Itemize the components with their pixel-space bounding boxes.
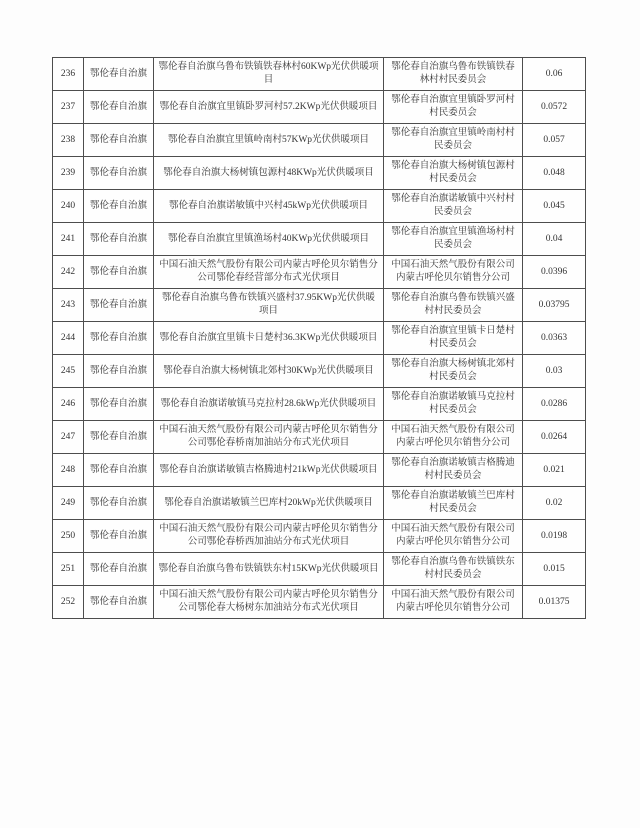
organization-cell: 鄂伦春自治旗乌鲁布铁镇兴盛村村民委员会 [384, 289, 523, 322]
value-cell: 0.021 [523, 454, 586, 487]
row-number-cell: 245 [53, 355, 84, 388]
region-cell: 鄂伦春自治旗 [84, 256, 154, 289]
row-number-cell: 238 [53, 124, 84, 157]
row-number-cell: 248 [53, 454, 84, 487]
table-row [53, 289, 586, 322]
region-cell: 鄂伦春自治旗 [84, 190, 154, 223]
row-number-cell: 236 [53, 58, 84, 91]
table-row [53, 190, 586, 223]
organization-cell: 鄂伦春自治旗诺敏镇兰巴库村村民委员会 [384, 487, 523, 520]
row-number-cell: 244 [53, 322, 84, 355]
project-name-cell: 鄂伦春自治旗宜里镇渔场村40KWp光伏供暖项目 [154, 223, 384, 256]
value-cell: 0.0363 [523, 322, 586, 355]
project-name-cell: 鄂伦春自治旗乌鲁布铁镇铁春林村60KWp光伏供暖项目 [154, 58, 384, 91]
row-number-cell: 251 [53, 553, 84, 586]
organization-cell: 鄂伦春自治旗诺敏镇中兴村村民委员会 [384, 190, 523, 223]
project-name-cell: 中国石油天然气股份有限公司内蒙古呼伦贝尔销售分公司鄂伦春桥南加油站分布式光伏项目 [154, 421, 384, 454]
project-name-cell: 鄂伦春自治旗乌鲁布铁镇兴盛村37.95KWp光伏供暖项目 [154, 289, 384, 322]
row-number-cell: 247 [53, 421, 84, 454]
organization-cell: 中国石油天然气股份有限公司内蒙古呼伦贝尔销售分公司 [384, 520, 523, 553]
value-cell: 0.048 [523, 157, 586, 190]
projects-table-body [53, 58, 586, 619]
table-row [53, 586, 586, 619]
region-cell: 鄂伦春自治旗 [84, 124, 154, 157]
organization-cell: 中国石油天然气股份有限公司内蒙古呼伦贝尔销售分公司 [384, 256, 523, 289]
region-cell: 鄂伦春自治旗 [84, 355, 154, 388]
row-number-cell: 242 [53, 256, 84, 289]
value-cell: 0.015 [523, 553, 586, 586]
table-row [53, 124, 586, 157]
table-row [53, 58, 586, 91]
project-name-cell: 鄂伦春自治旗诺敏镇吉格腾迪村21kWp光伏供暖项目 [154, 454, 384, 487]
value-cell: 0.01375 [523, 586, 586, 619]
organization-cell: 中国石油天然气股份有限公司内蒙古呼伦贝尔销售分公司 [384, 586, 523, 619]
value-cell: 0.057 [523, 124, 586, 157]
region-cell: 鄂伦春自治旗 [84, 223, 154, 256]
project-name-cell: 中国石油天然气股份有限公司内蒙古呼伦贝尔销售分公司鄂伦春桥西加油站分布式光伏项目 [154, 520, 384, 553]
value-cell: 0.045 [523, 190, 586, 223]
organization-cell: 鄂伦春自治旗大杨树镇包源村村民委员会 [384, 157, 523, 190]
row-number-cell: 237 [53, 91, 84, 124]
region-cell: 鄂伦春自治旗 [84, 421, 154, 454]
value-cell: 0.0264 [523, 421, 586, 454]
organization-cell: 中国石油天然气股份有限公司内蒙古呼伦贝尔销售分公司 [384, 421, 523, 454]
table-row [53, 454, 586, 487]
value-cell: 0.0396 [523, 256, 586, 289]
project-name-cell: 鄂伦春自治旗宜里镇卧罗河村57.2KWp光伏供暖项目 [154, 91, 384, 124]
row-number-cell: 252 [53, 586, 84, 619]
row-number-cell: 246 [53, 388, 84, 421]
table-row [53, 256, 586, 289]
project-name-cell: 鄂伦春自治旗宜里镇岭南村57KWp光伏供暖项目 [154, 124, 384, 157]
organization-cell: 鄂伦春自治旗宜里镇渔场村村民委员会 [384, 223, 523, 256]
organization-cell: 鄂伦春自治旗宜里镇卧罗河村村民委员会 [384, 91, 523, 124]
project-name-cell: 鄂伦春自治旗诺敏镇马克拉村28.6kWp光伏供暖项目 [154, 388, 384, 421]
organization-cell: 鄂伦春自治旗诺敏镇吉格腾迪村村民委员会 [384, 454, 523, 487]
value-cell: 0.06 [523, 58, 586, 91]
region-cell: 鄂伦春自治旗 [84, 91, 154, 124]
project-name-cell: 鄂伦春自治旗诺敏镇中兴村45kWp光伏供暖项目 [154, 190, 384, 223]
project-name-cell: 鄂伦春自治旗乌鲁布铁镇铁东村15KWp光伏供暖项目 [154, 553, 384, 586]
value-cell: 0.0198 [523, 520, 586, 553]
region-cell: 鄂伦春自治旗 [84, 388, 154, 421]
row-number-cell: 240 [53, 190, 84, 223]
region-cell: 鄂伦春自治旗 [84, 289, 154, 322]
organization-cell: 鄂伦春自治旗宜里镇卡日楚村村民委员会 [384, 322, 523, 355]
value-cell: 0.0286 [523, 388, 586, 421]
region-cell: 鄂伦春自治旗 [84, 586, 154, 619]
row-number-cell: 250 [53, 520, 84, 553]
table-row [53, 553, 586, 586]
value-cell: 0.04 [523, 223, 586, 256]
organization-cell: 鄂伦春自治旗宜里镇岭南村村民委员会 [384, 124, 523, 157]
organization-cell: 鄂伦春自治旗乌鲁布铁镇铁东村村民委员会 [384, 553, 523, 586]
project-name-cell: 中国石油天然气股份有限公司内蒙古呼伦贝尔销售分公司鄂伦春大杨树东加油站分布式光伏项目 [154, 586, 384, 619]
organization-cell: 鄂伦春自治旗诺敏镇马克拉村村民委员会 [384, 388, 523, 421]
table-row [53, 157, 586, 190]
project-name-cell: 鄂伦春自治旗诺敏镇兰巴库村20kWp光伏供暖项目 [154, 487, 384, 520]
table-row [53, 421, 586, 454]
region-cell: 鄂伦春自治旗 [84, 322, 154, 355]
region-cell: 鄂伦春自治旗 [84, 157, 154, 190]
region-cell: 鄂伦春自治旗 [84, 454, 154, 487]
region-cell: 鄂伦春自治旗 [84, 520, 154, 553]
projects-table [52, 57, 586, 619]
table-row [53, 388, 586, 421]
value-cell: 0.03 [523, 355, 586, 388]
value-cell: 0.02 [523, 487, 586, 520]
table-row [53, 520, 586, 553]
table-row [53, 487, 586, 520]
organization-cell: 鄂伦春自治旗乌鲁布铁镇铁春林村村民委员会 [384, 58, 523, 91]
table-row [53, 223, 586, 256]
project-name-cell: 中国石油天然气股份有限公司内蒙古呼伦贝尔销售分公司鄂伦春经营部分布式光伏项目 [154, 256, 384, 289]
project-name-cell: 鄂伦春自治旗大杨树镇北郊村30KWp光伏供暖项目 [154, 355, 384, 388]
organization-cell: 鄂伦春自治旗大杨树镇北郊村村民委员会 [384, 355, 523, 388]
value-cell: 0.03795 [523, 289, 586, 322]
region-cell: 鄂伦春自治旗 [84, 58, 154, 91]
table-row [53, 91, 586, 124]
project-name-cell: 鄂伦春自治旗大杨树镇包源村48KWp光伏供暖项目 [154, 157, 384, 190]
table-row [53, 322, 586, 355]
value-cell: 0.0572 [523, 91, 586, 124]
row-number-cell: 239 [53, 157, 84, 190]
projects-table-wrap [52, 57, 585, 619]
row-number-cell: 249 [53, 487, 84, 520]
region-cell: 鄂伦春自治旗 [84, 487, 154, 520]
row-number-cell: 241 [53, 223, 84, 256]
row-number-cell: 243 [53, 289, 84, 322]
project-name-cell: 鄂伦春自治旗宜里镇卡日楚村36.3KWp光伏供暖项目 [154, 322, 384, 355]
region-cell: 鄂伦春自治旗 [84, 553, 154, 586]
table-row [53, 355, 586, 388]
